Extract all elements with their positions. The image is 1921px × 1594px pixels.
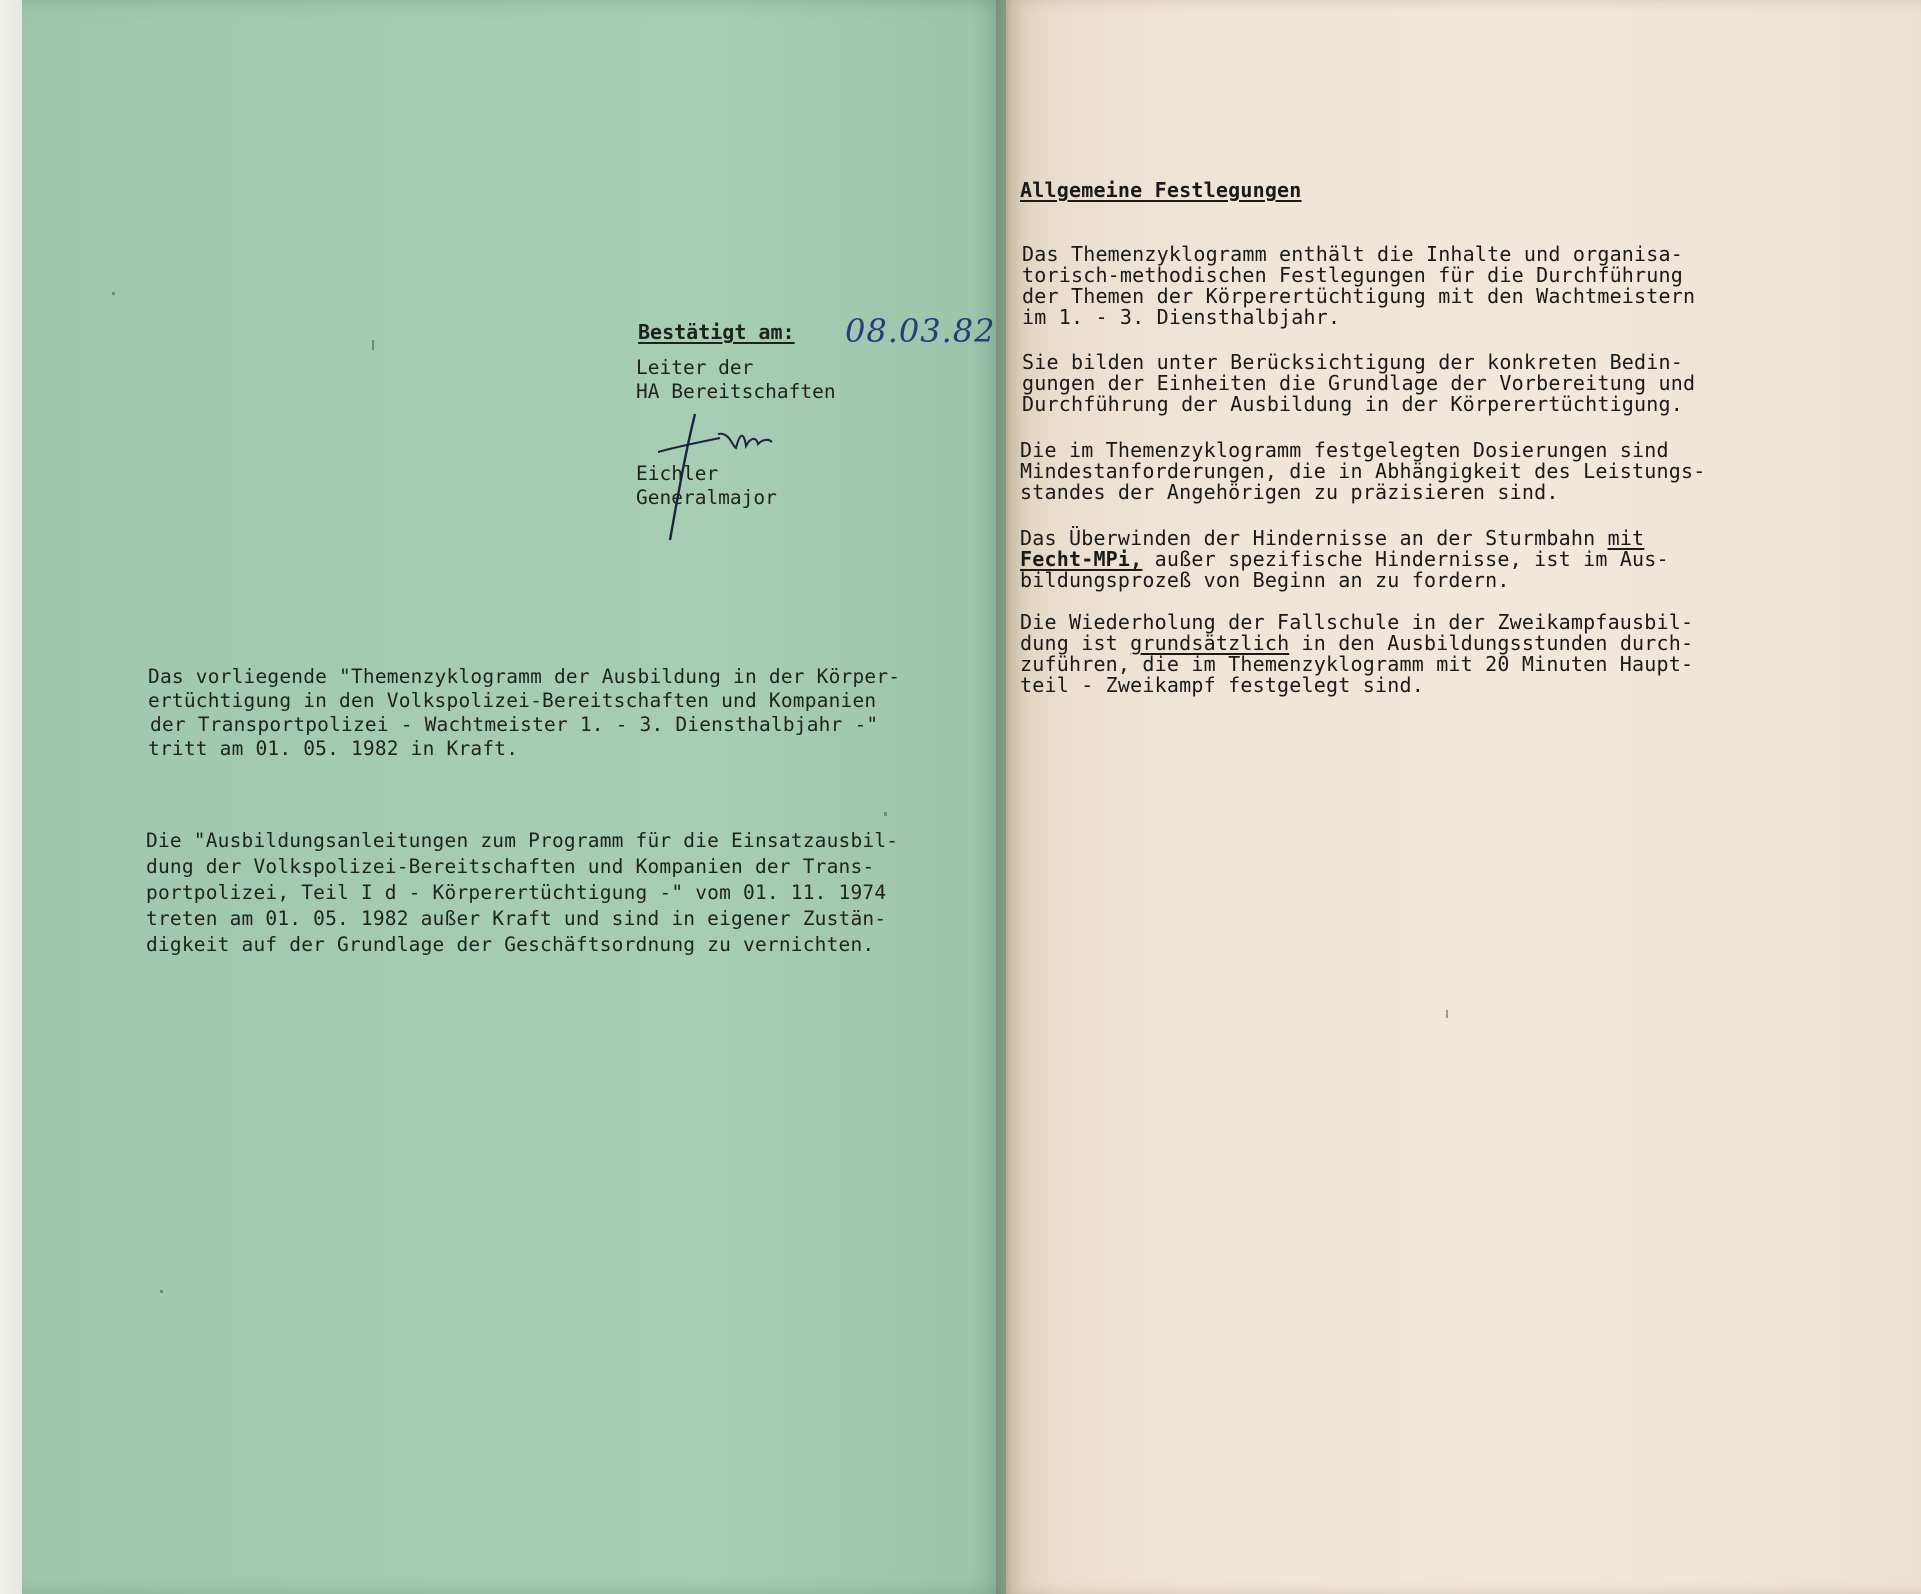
right-para4-line1-text: Das Überwinden der Hindernisse an der Sturmbahn xyxy=(1020,526,1608,550)
right-para4-underlined-mit: mit xyxy=(1607,526,1645,550)
right-heading: Allgemeine Festlegungen xyxy=(1020,178,1302,202)
right-para1-line3: der Themen der Körperertüchtigung mit den Wachtmeistern xyxy=(1022,284,1696,308)
right-para4-underlined-fecht-mpi: Fecht-MPi, xyxy=(1020,547,1143,571)
paper-speck xyxy=(1446,1010,1448,1018)
paper-speck xyxy=(160,1290,163,1293)
right-para5-line3: zuführen, die im Themenzyklogramm mit 20 Minuten Haupt- xyxy=(1020,652,1694,676)
left-para1-line2: ertüchtigung in den Volkspolizei-Bereitschaften und Kompanien xyxy=(148,689,877,712)
right-para5-line4: teil - Zweikampf festgelegt sind. xyxy=(1020,673,1424,697)
right-para4-line3: bildungsprozeß von Beginn an zu fordern. xyxy=(1020,568,1510,592)
page-fold-shadow xyxy=(996,0,1012,1594)
right-page-beige xyxy=(1006,0,1921,1594)
right-para3-line1: Die im Themenzyklogramm festgelegten Dosierungen sind xyxy=(1020,438,1669,462)
left-para2-line3: portpolizei, Teil I d - Körperertüchtigung -" vom 01. 11. 1974 xyxy=(146,881,887,904)
signer-title-line-1: Leiter der xyxy=(636,356,754,379)
right-para5-line2-text-a: dung ist xyxy=(1020,631,1131,655)
handwritten-signature xyxy=(640,412,820,542)
left-para2-line5: digkeit auf der Grundlage der Geschäftsordnung zu vernichten. xyxy=(146,933,875,956)
signer-name: Eichler xyxy=(636,462,719,485)
left-para1-line1: Das vorliegende "Themenzyklogramm der Ausbildung in der Körper- xyxy=(148,665,901,688)
paper-speck xyxy=(112,292,115,295)
paper-speck xyxy=(372,340,374,350)
left-para1-line4: tritt am 01. 05. 1982 in Kraft. xyxy=(148,737,519,760)
paper-speck xyxy=(884,812,887,816)
right-para1-line1: Das Themenzyklogramm enthält die Inhalte und organisa- xyxy=(1022,242,1684,266)
left-page-green xyxy=(22,0,1010,1594)
right-para4-line1 xyxy=(1020,528,1644,549)
left-para2-line4: treten am 01. 05. 1982 außer Kraft und sind in eigener Zustän- xyxy=(146,907,887,930)
right-para2-line3: Durchführung der Ausbildung in der Körperertüchtigung. xyxy=(1022,392,1684,416)
right-para5-line2 xyxy=(1020,633,1693,654)
approval-label: Bestätigt am: xyxy=(638,320,795,344)
right-para2-line1: Sie bilden unter Berücksichtigung der konkreten Bedin- xyxy=(1022,350,1684,374)
left-para1-line3: der Transportpolizei - Wachtmeister 1. - 3. Diensthalbjahr -" xyxy=(150,713,879,736)
right-para1-line2: torisch-methodischen Festlegungen für die Durchführung xyxy=(1022,263,1684,287)
right-para5-line2-text-c: in den Ausbildungsstunden durch- xyxy=(1289,631,1694,655)
right-para3-line3: standes der Angehörigen zu präzisieren sind. xyxy=(1020,480,1559,504)
right-para2-line2: gungen der Einheiten die Grundlage der Vorbereitung und xyxy=(1022,371,1696,395)
right-para4-line2 xyxy=(1020,549,1669,570)
right-para5-underlined-grundsaetzlich: grundsätzlich xyxy=(1130,631,1290,655)
page-edge xyxy=(0,0,22,1594)
right-para1-line4: im 1. - 3. Diensthalbjahr. xyxy=(1022,305,1341,329)
signer-title-line-2: HA Bereitschaften xyxy=(636,380,836,403)
left-para2-line1: Die "Ausbildungsanleitungen zum Programm für die Einsatzausbil- xyxy=(146,829,899,852)
right-para5-line1: Die Wiederholung der Fallschule in der Zweikampfausbil- xyxy=(1020,610,1694,634)
left-para2-line2: dung der Volkspolizei-Bereitschaften und Kompanien der Trans- xyxy=(146,855,875,878)
approval-date-handwritten: 08.03.82 xyxy=(845,312,996,350)
right-para4-line2-text: außer spezifische Hindernisse, ist im Aus- xyxy=(1142,547,1669,571)
signer-rank: Generalmajor xyxy=(636,486,777,509)
right-para3-line2: Mindestanforderungen, die in Abhängigkeit des Leistungs- xyxy=(1020,459,1706,483)
